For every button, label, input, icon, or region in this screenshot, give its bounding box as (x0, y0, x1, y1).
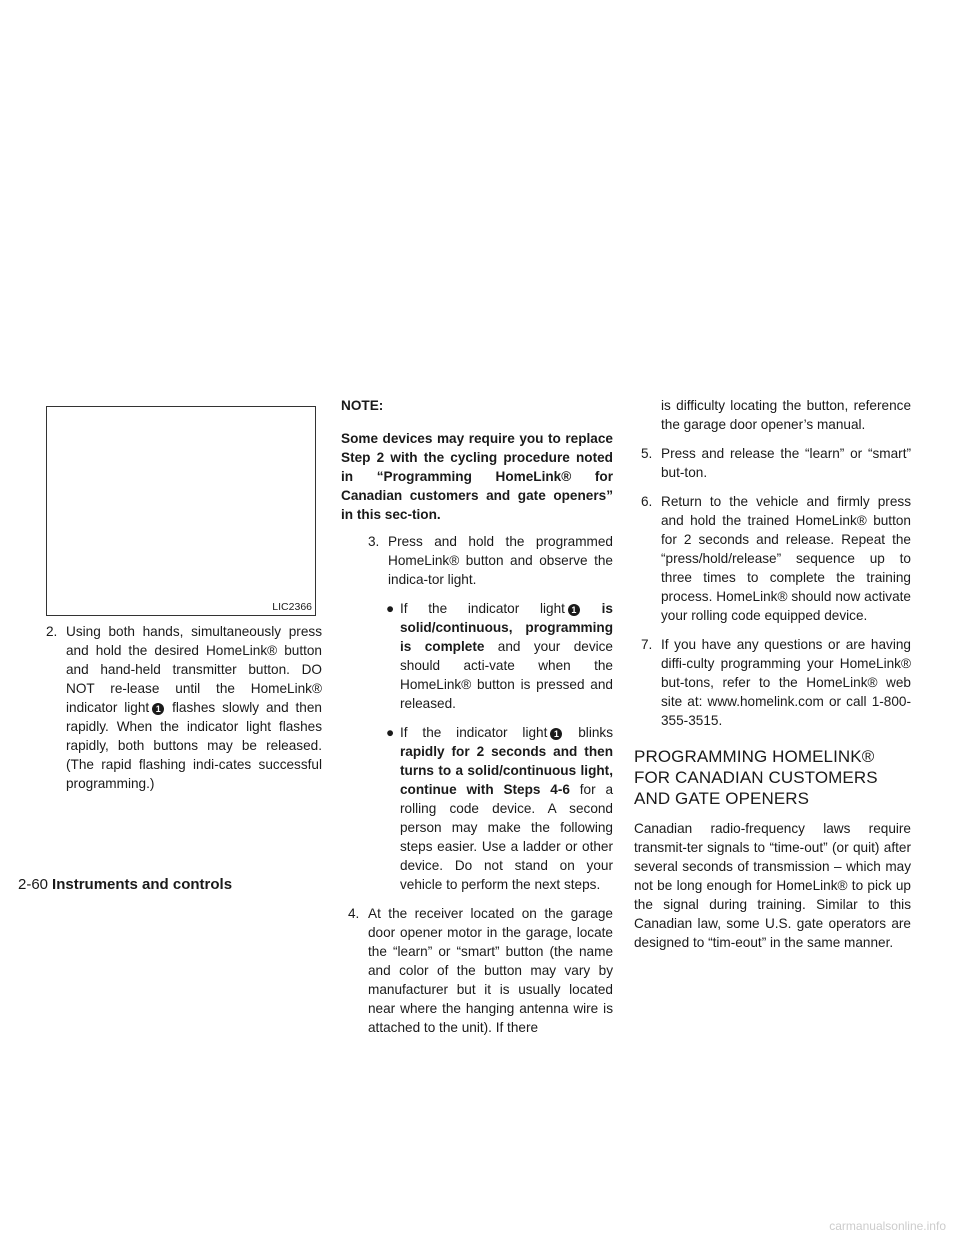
column-1 (46, 622, 322, 793)
page-footer (18, 876, 232, 894)
bullet-item (341, 599, 613, 713)
page-number: 2-60 (18, 876, 49, 893)
step-5 (634, 444, 911, 482)
section-name: Instruments and controls (52, 876, 233, 893)
section-paragraph: Canadian radio-frequency laws require transmit-ter signals to “time-out” (or quit) after several seconds of transmission – which may not be long enough for HomeLink® to pick up the signal during training. Similar to this Canadian law, some U.S. gate operators are designed to “tim-eout” in the same manner. (634, 821, 911, 950)
step-text: flashes slowly and then rapidly. When the indicator light flashes rapidly, both buttons may be released. (The rapid flashing indi-cates successful programming.) (66, 700, 322, 791)
callout-marker-icon: 1 (550, 728, 562, 740)
step-7 (634, 635, 911, 730)
step-text: At the receiver located on the garage door opener motor in the garage, locate the “learn” or “smart” button (the name and color of the button may vary by manufacturer but it is usually located near where the hanging antenna wire is attached to the unit). If there (368, 906, 613, 1035)
step-number: 4. (348, 906, 360, 921)
step-4 (341, 904, 613, 1037)
bullet-bold-text: rapidly for 2 seconds and then turns to a solid/continuous light, continue with Steps 4-6 (400, 744, 613, 797)
bullet-icon: ● (386, 601, 395, 616)
step-text: Press and release the “learn” or “smart” but-ton. (661, 446, 911, 480)
bullet-item (341, 723, 613, 894)
bullet-icon: ● (386, 725, 395, 740)
column-2 (341, 396, 613, 1037)
bullet-text: and your device should acti-vate when the HomeLink® button is pressed and released. (400, 639, 613, 711)
step-text: Return to the vehicle and firmly press and hold the trained HomeLink® button for 2 seconds and release. Repeat the “press/hold/release” sequence up to three times to complete the training process. HomeLink® should now activate your rolling code equipped device. (661, 494, 911, 623)
note-text: Some devices may require you to replace Step 2 with the cycling procedure noted in “Programming HomeLink® for Canadian customers and gate openers” in this sec-tion. (341, 431, 613, 522)
step-number: 6. (641, 494, 653, 509)
step-text: Using both hands, simultaneously press and hold the desired HomeLink® button and hand-held transmitter button. DO NOT re-lease until the HomeLink® indicator light (66, 624, 322, 715)
note-label: NOTE: (341, 398, 384, 413)
step-6 (634, 492, 911, 625)
step-number: 3. (368, 534, 380, 549)
step-text: Press and hold the programmed HomeLink® button and observe the indica-tor light. (388, 534, 613, 587)
watermark: carmanualsonline.info (829, 1219, 946, 1233)
step-number: 5. (641, 446, 653, 461)
figure-illustration (46, 406, 316, 616)
step-number: 7. (641, 637, 653, 652)
bullet-text: If the indicator light (400, 601, 565, 616)
step-2 (46, 622, 322, 793)
bullet-text: blinks (578, 725, 613, 740)
bullet-text: for a rolling code device. A second person may make the following steps easier. Use a ladder or other device. Do not stand on your vehicle to perform the next steps. (400, 782, 614, 892)
section-heading: PROGRAMMING HOMELINK® FOR CANADIAN CUSTOMERS AND GATE OPENERS (634, 747, 878, 808)
callout-marker-icon: 1 (152, 703, 164, 715)
callout-marker-icon: 1 (568, 604, 580, 616)
step-text: If you have any questions or are having diffi-culty programming your HomeLink® but-tons, refer to the HomeLink® web site at: www.homelink.com or call 1-800-355-3515. (661, 637, 911, 728)
bullet-bold-text: is solid/continuous, programming is complete (400, 601, 613, 654)
figure-id: LIC2366 (272, 601, 312, 613)
column-3 (634, 396, 911, 952)
step-4-continued: is difficulty locating the button, reference the garage door opener’s manual. (661, 398, 911, 432)
step-number: 2. (46, 624, 58, 639)
bullet-text: If the indicator light (400, 725, 548, 740)
step-3 (341, 532, 613, 589)
